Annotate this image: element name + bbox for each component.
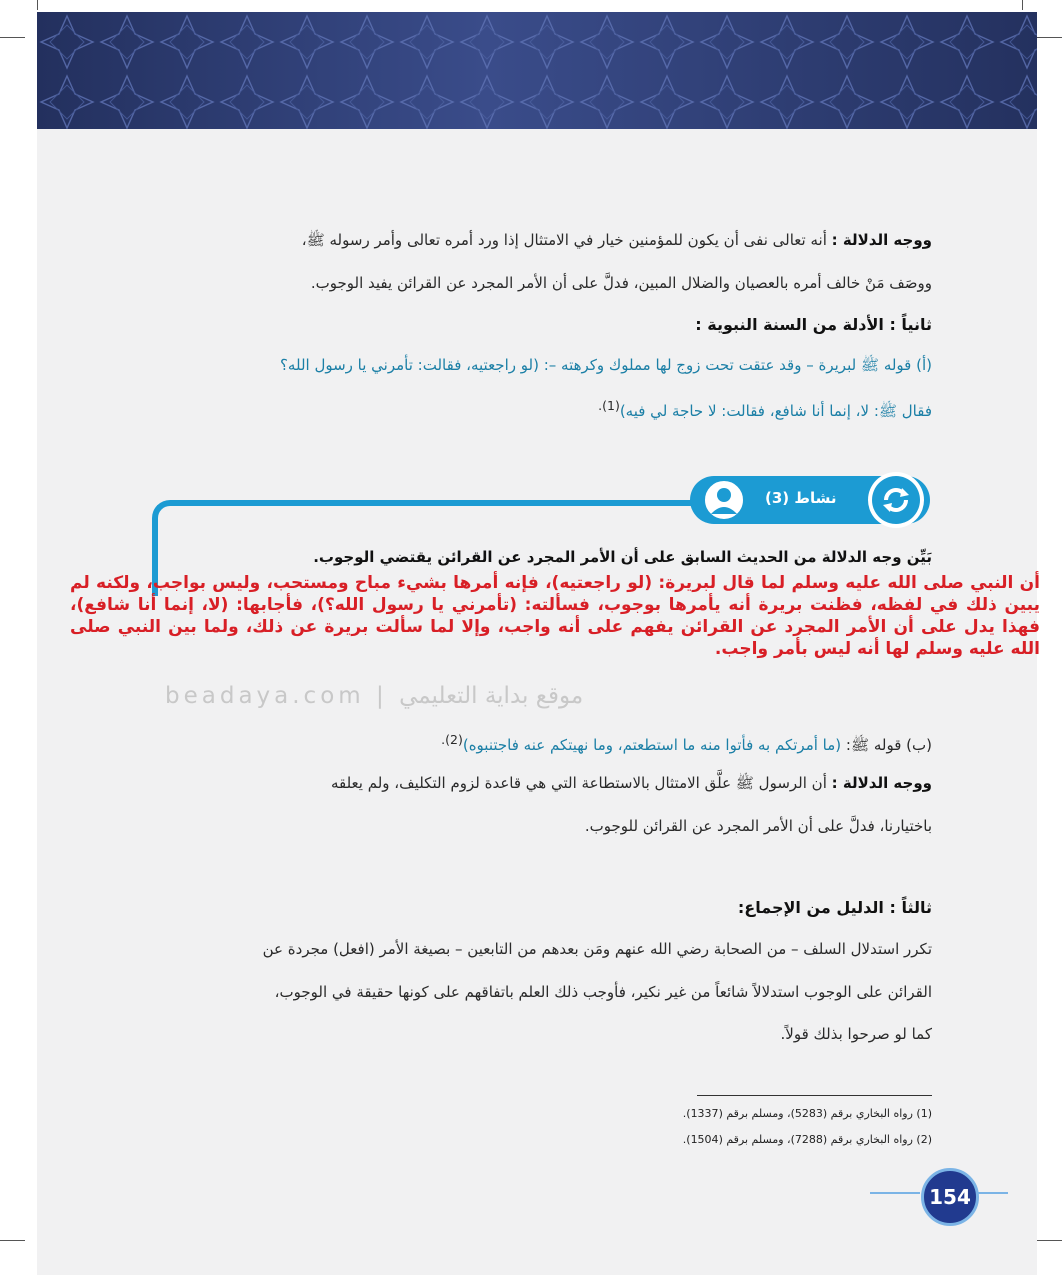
footnote-1: (1) رواه البخاري برقم (5283)، ومسلم برقم (1337). [682, 1107, 932, 1120]
evidence-label: ووجه الدلالة : [831, 231, 932, 249]
hadith-a-line2 [152, 395, 932, 422]
activity-tab-label: نشاط (3) [765, 489, 837, 507]
footnote-ref-2: (2). [441, 732, 463, 747]
page-number-rule-right [978, 1192, 1008, 1194]
page-number-rule-left [870, 1192, 920, 1194]
hadith-a-line1: (أ) قوله ﷺ لبريرة – وقد عتقت تحت زوج لها مملوك وكرهته –: (لو راجعتيه، فقالت: تأمرني يا رسول الله؟ [279, 356, 932, 374]
hadith-b-prefix: (ب) قوله ﷺ: [845, 736, 932, 754]
ijma-line2: القرائن على الوجوب استدلالاً شائعاً من غير نكير، فأوجب ذلك العلم باتفاقهم على كونها حقيقة في الوجوب، [274, 983, 932, 1001]
activity-answer: أن النبي صلى الله عليه وسلم لما قال لبريرة: (لو راجعتيه)، فإنه أمرها بشيء مباح ومستحب، وليس بواجب، ولكنه لم يبين ذلك في لفظه، فظنت بريرة أنه يأمرها بوجوب، فسألته: (تأمرني يا رسول الله؟)، فأجابها: (لا، إنما أنا شافع)، فهذا يدل على أن الأمر المجرد عن القرائن يفهم على أنه واجب، وإلا لما سألت بريرة عن ذلك، ولما بين النبي صلى الله عليه وسلم لها أنه ليس بأمر واجب. [70, 573, 1040, 659]
intro-paragraph-line1 [152, 229, 932, 251]
evidence-b-text-1: أن الرسول ﷺ علَّق الامتثال بالاستطاعة التي هي قاعدة لزوم التكليف، ولم يعلقه [330, 774, 827, 792]
page-number: 154 [921, 1168, 979, 1226]
crop-mark [0, 37, 25, 38]
footnote-ref-1: (1). [598, 398, 620, 413]
evidence-b-label: ووجه الدلالة : [831, 774, 932, 792]
ijma-line1: تكرر استدلال السلف – من الصحابة رضي الله عنهم ومَن بعدهم من التابعين – بصيغة الأمر (افعل) مجردة عن [262, 940, 932, 958]
hadith-a-text: فقال ﷺ: لا، إنما أنا شافع، فقالت: لا حاجة لي فيه) [619, 402, 932, 420]
intro-text-2: ووصَف مَنْ خالف أمره بالعصيان والضلال المبين، فدلَّ على أن الأمر المجرد عن القرائن يفيد الوجوب. [310, 274, 932, 292]
crop-mark [0, 1240, 25, 1241]
footnote-2: (2) رواه البخاري برقم (7288)، ومسلم برقم (1504). [682, 1133, 932, 1146]
header-banner [37, 12, 1037, 129]
crop-mark [1022, 0, 1023, 10]
user-icon [702, 478, 746, 522]
activity-tab [690, 476, 930, 524]
crop-mark [1037, 37, 1062, 38]
section-title-sunnah: ثانياً : الأدلة من السنة النبوية : [695, 315, 932, 334]
islamic-pattern-icon [37, 12, 1037, 129]
refresh-icon [866, 470, 926, 530]
ijma-line3: كما لو صرحوا بذلك قولاً. [780, 1025, 932, 1043]
hadith-b-quote: (ما أمرتكم به فأتوا منه ما استطعتم، وما نهيتكم عنه فاجتنبوه) [462, 736, 842, 754]
activity-question: بَيِّن وجه الدلالة من الحديث السابق على أن الأمر المجرد عن القرائن يقتضي الوجوب. [313, 548, 932, 566]
footnote-divider [697, 1095, 932, 1096]
section-title-ijma: ثالثاً : الدليل من الإجماع: [737, 898, 932, 917]
crop-mark [37, 0, 38, 10]
intro-text-1: أنه تعالى نفى أن يكون للمؤمنين خيار في الامتثال إذا ورد أمره تعالى وأمر رسوله ﷺ، [301, 231, 827, 249]
hadith-b-line [152, 729, 932, 756]
watermark: beadaya.com | موقع بداية التعليمي [165, 683, 584, 709]
evidence-b-line1 [152, 772, 932, 794]
evidence-b-text-2: باختيارنا، فدلَّ على أن الأمر المجرد عن القرائن للوجوب. [584, 817, 932, 835]
crop-mark [1037, 1240, 1062, 1241]
